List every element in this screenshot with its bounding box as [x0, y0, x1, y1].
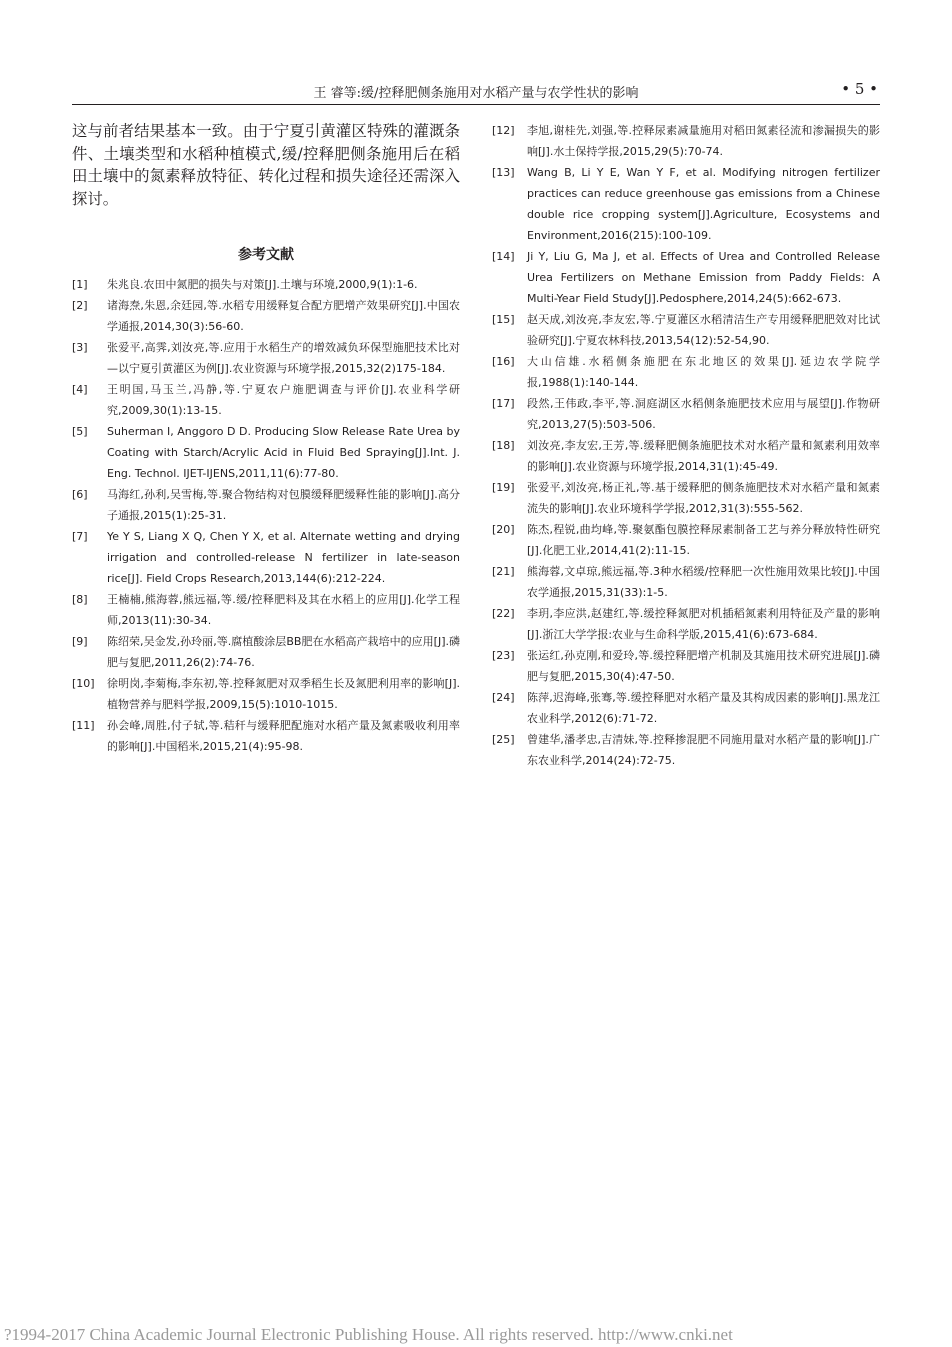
reference-item	[72, 295, 460, 337]
reference-text: 徐明岗,李菊梅,李东初,等.控释氮肥对双季稻生长及氮肥利用率的影响[J].植物营养与肥料学报,2009,15(5):1010-1015.	[107, 677, 460, 712]
reference-text: Ye Y S, Liang X Q, Chen Y X, et al. Alternate wetting and drying irrigation and controlled-release N fertilizer in late-season rice[J]. Field Crops Research,2013,144(6):212-224.	[107, 530, 460, 586]
reference-number: [9]	[72, 635, 88, 649]
reference-number: [17]	[492, 397, 515, 410]
reference-item	[492, 393, 880, 435]
reference-text: 熊海蓉,文卓琼,熊远福,等.3种水稻缓/控释肥一次性施用效果比较[J].中国农学通报,2015,31(33):1-5.	[527, 565, 880, 599]
left-column	[72, 120, 460, 757]
reference-number: [14]	[492, 250, 515, 263]
reference-item	[492, 435, 880, 477]
reference-text: 刘汝亮,李友宏,王芳,等.缓释肥侧条施肥技术对水稻产量和氮素利用效率的影响[J].农业资源与环境学报,2014,31(1):45-49.	[527, 439, 880, 473]
reference-item	[72, 274, 460, 295]
reference-text: 孙会峰,周胜,付子轼,等.秸秆与缓释肥配施对水稻产量及氮素吸收利用率的影响[J].中国稻米,2015,21(4):95-98.	[107, 719, 460, 754]
reference-item	[72, 673, 460, 715]
reference-item	[492, 729, 880, 771]
reference-text: 段然,王伟政,李平,等.洞庭湖区水稻侧条施肥技术应用与展望[J].作物研究,2013,27(5):503-506.	[527, 397, 880, 431]
reference-number: [10]	[72, 677, 95, 691]
reference-text: 陈杰,程锐,曲均峰,等.聚氨酯包膜控释尿素制备工艺与养分释放特性研究[J].化肥工业,2014,41(2):11-15.	[527, 523, 880, 557]
reference-text: Wang B, Li Y E, Wan Y F, et al. Modifying nitrogen fertilizer practices can reduce greenhouse gas emissions from a Chinese double rice cropping system[J].Agriculture, Ecosystems and Environment,2016(215):100-109.	[527, 166, 880, 242]
reference-text: 王楠楠,熊海蓉,熊远福,等.缓/控释肥料及其在水稻上的应用[J].化学工程师,2013(11):30-34.	[107, 593, 460, 628]
reference-number: [8]	[72, 593, 88, 607]
reference-text: 赵天成,刘汝亮,李友宏,等.宁夏灌区水稻清洁生产专用缓释肥肥效对比试验研究[J].宁夏农林科技,2013,54(12):52-54,90.	[527, 313, 880, 347]
reference-number: [1]	[72, 278, 88, 292]
reference-text: 朱兆良.农田中氮肥的损失与对策[J].土壤与环境,2000,9(1):1-6.	[107, 278, 418, 292]
reference-item	[72, 421, 460, 484]
reference-number: [4]	[72, 383, 88, 397]
reference-item	[492, 519, 880, 561]
reference-list-left	[72, 274, 460, 757]
reference-item	[72, 484, 460, 526]
reference-item	[492, 477, 880, 519]
reference-text: 陈萍,迟海峰,张骞,等.缓控释肥对水稻产量及其构成因素的影响[J].黑龙江农业科学,2012(6):71-72.	[527, 691, 880, 725]
reference-item	[492, 645, 880, 687]
reference-text: 李旭,谢桂先,刘强,等.控释尿素减量施用对稻田氮素径流和渗漏损失的影响[J].水土保持学报,2015,29(5):70-74.	[527, 124, 880, 158]
reference-item	[72, 631, 460, 673]
body-paragraph: 这与前者结果基本一致。由于宁夏引黄灌区特殊的灌溉条件、土壤类型和水稻种植模式,缓/控释肥侧条施用后在稻田土壤中的氮素释放特征、转化过程和损失途径还需深入探讨。	[72, 122, 460, 208]
reference-item	[492, 603, 880, 645]
running-header-title: 王 睿等:缓/控释肥侧条施用对水稻产量与农学性状的影响	[313, 86, 639, 101]
reference-item	[72, 589, 460, 631]
reference-text: 王明国,马玉兰,冯静,等.宁夏农户施肥调查与评价[J].农业科学研究,2009,30(1):13-15.	[107, 383, 460, 418]
reference-text: 马海红,孙利,吴雪梅,等.聚合物结构对包膜缓释肥缓释性能的影响[J].高分子通报,2015(1):25-31.	[107, 488, 460, 523]
reference-number: [25]	[492, 733, 515, 746]
reference-text: 李玥,李应洪,赵建红,等.缓控释氮肥对机插稻氮素利用特征及产量的影响[J].浙江大学学报:农业与生命科学版,2015,41(6):673-684.	[527, 607, 880, 641]
reference-text: 大山信雄.水稻侧条施肥在东北地区的效果[J].延边农学院学报,1988(1):140-144.	[527, 355, 880, 389]
reference-number: [5]	[72, 425, 88, 439]
reference-text: Ji Y, Liu G, Ma J, et al. Effects of Urea and Controlled Release Urea Fertilizers on Methane Emission from Paddy Fields: A Multi-Year Field Study[J].Pedosphere,2014,24(5):662-673.	[527, 250, 880, 305]
reference-text: 诸海焘,朱恩,余廷园,等.水稻专用缓释复合配方肥增产效果研究[J].中国农学通报,2014,30(3):56-60.	[107, 299, 460, 334]
reference-item	[492, 162, 880, 246]
reference-text: 曾建华,潘孝忠,吉清妹,等.控释掺混肥不同施用量对水稻产量的影响[J].广东农业科学,2014(24):72-75.	[527, 733, 880, 767]
reference-text: 张运红,孙克刚,和爱玲,等.缓控释肥增产机制及其施用技术研究进展[J].磷肥与复肥,2015,30(4):47-50.	[527, 649, 880, 683]
reference-item	[492, 351, 880, 393]
reference-number: [13]	[492, 166, 515, 179]
running-header	[72, 80, 880, 105]
reference-number: [6]	[72, 488, 88, 502]
reference-number: [2]	[72, 299, 88, 313]
reference-item	[492, 561, 880, 603]
reference-number: [20]	[492, 523, 515, 536]
reference-item	[492, 687, 880, 729]
reference-item	[72, 715, 460, 757]
reference-item	[72, 337, 460, 379]
reference-item	[492, 309, 880, 351]
reference-number: [19]	[492, 481, 515, 494]
reference-item	[492, 246, 880, 309]
reference-text: Suherman I, Anggoro D D. Producing Slow Release Rate Urea by Coating with Starch/Acrylic Acid in Fluid Bed Spraying[J].Int. J. Eng. Technol. IJET-IJENS,2011,11(6):77-80.	[107, 425, 460, 481]
reference-number: [18]	[492, 439, 515, 452]
reference-number: [11]	[72, 719, 95, 733]
copyright-footer: ?1994-2017 China Academic Journal Electronic Publishing House. All rights reserved. http://www.cnki.net	[4, 1325, 733, 1344]
reference-number: [16]	[492, 355, 515, 368]
reference-text: 张爱平,高霁,刘汝亮,等.应用于水稻生产的增效减负环保型施肥技术比对—以宁夏引黄灌区为例[J].农业资源与环境学报,2015,32(2)175-184.	[107, 341, 460, 376]
reference-number: [12]	[492, 124, 515, 137]
reference-number: [15]	[492, 313, 515, 326]
reference-item	[72, 526, 460, 589]
reference-text: 陈绍荣,吴金发,孙玲丽,等.腐植酸涂层BB肥在水稻高产栽培中的应用[J].磷肥与复肥,2011,26(2):74-76.	[107, 635, 460, 670]
reference-item	[72, 379, 460, 421]
reference-number: [21]	[492, 565, 515, 578]
page-number: • 5 •	[841, 80, 878, 98]
reference-number: [7]	[72, 530, 88, 544]
reference-number: [3]	[72, 341, 88, 355]
references-heading: 参考文献	[238, 247, 294, 264]
reference-list-right	[492, 120, 880, 771]
reference-number: [22]	[492, 607, 515, 620]
reference-number: [23]	[492, 649, 515, 662]
reference-item	[492, 120, 880, 162]
reference-text: 张爱平,刘汝亮,杨正礼,等.基于缓释肥的侧条施肥技术对水稻产量和氮素流失的影响[J].农业环境科学学报,2012,31(3):555-562.	[527, 481, 880, 515]
right-column	[492, 120, 880, 771]
reference-number: [24]	[492, 691, 515, 704]
